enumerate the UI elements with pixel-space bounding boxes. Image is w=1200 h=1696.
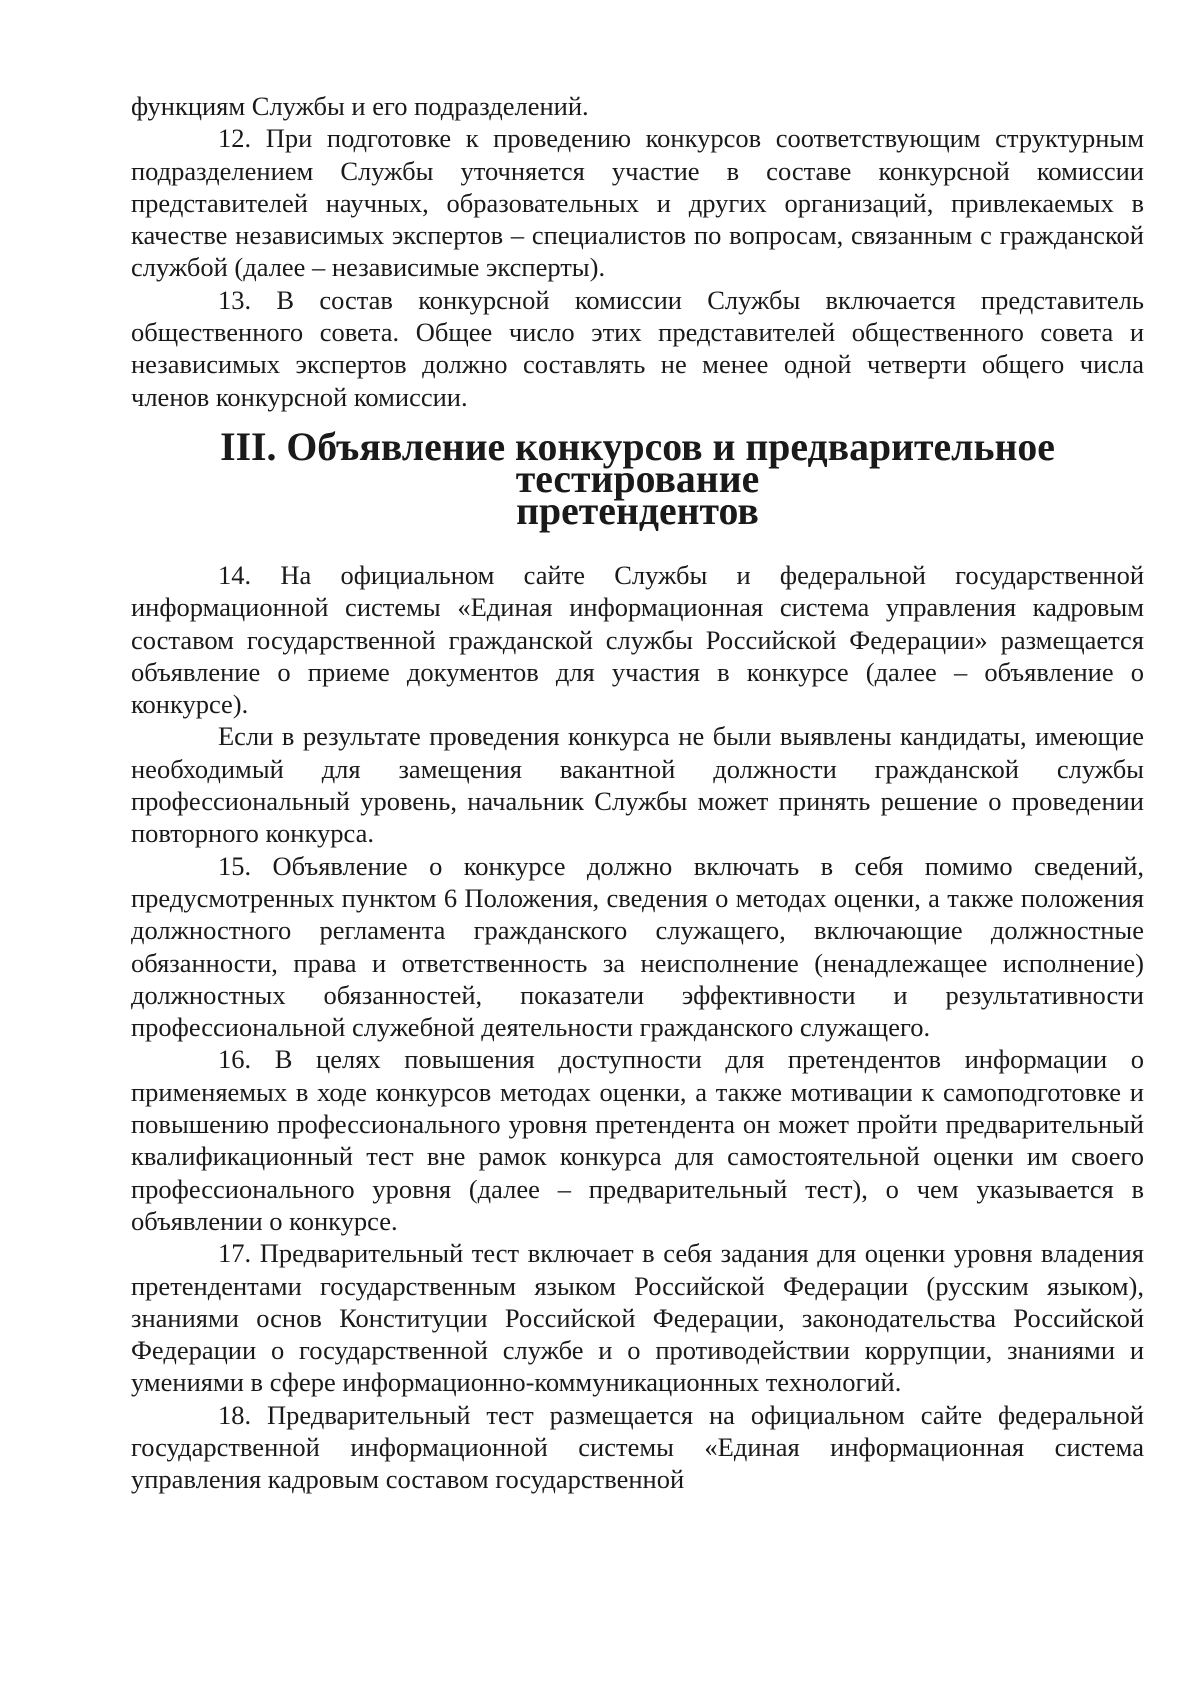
paragraph-14: 14. На официальном сайте Службы и федеральной государственной информационной системы «Единая информационная система управления кадровым составом государственной гражданской службы Российской Федерации» размещается объявление о приеме документов для участия в конкурсе (далее – объявление о конкурсе). (131, 559, 1144, 720)
paragraph-12: 12. При подготовке к проведению конкурсов соответствующим структурным подразделением Службы уточняется участие в составе конкурсной комиссии представителей научных, образовательных и других организаций, привлекаемых в качестве независимых экспертов – специалистов по вопросам, связанным с гражданской службой (далее – независимые эксперты). (131, 123, 1144, 283)
paragraph-17: 17. Предварительный тест включает в себя задания для оценки уровня владения претендентами государственным языком Российской Федерации (русским языком), знаниями основ Конституции Российской Федерации, законодательства Российской Федерации о государственной службе и о противодействии коррупции, знаниями и умениями в сфере информационно-коммуникационных технологий. (131, 1238, 1144, 1398)
paragraph-11-end: функциям Службы и его подразделений. (131, 91, 589, 121)
section-heading-line2: претендентов (516, 488, 759, 533)
section-heading (131, 424, 1144, 533)
paragraph-16: 16. В целях повышения доступности для претендентов информации о применяемых в ходе конкурсов методах оценки, а также мотивации к самоподготовке и повышению профессионального уровня претендента он может пройти предварительный квалификационный тест вне рамок конкурса для самостоятельной оценки им своего профессионального уровня (далее – предварительный тест), о чем указывается в объявлении о конкурсе. (131, 1044, 1144, 1236)
paragraph-13: 13. В состав конкурсной комиссии Службы включается представитель общественного совета. Общее число этих представителей общественного совета и независимых экспертов должно составлять не менее одной четверти общего числа членов конкурсной комиссии. (131, 284, 1144, 412)
paragraph-15: 15. Объявление о конкурсе должно включать в себя помимо сведений, предусмотренных пунктом 6 Положения, сведения о методах оценки, а также положения должностного регламента гражданского служащего, включающие должностные обязанности, права и ответственность за неисполнение (ненадлежащее исполнение) должностных обязанностей, показатели эффективности и результативности профессиональной служебной деятельности гражданского служащего. (131, 850, 1144, 1043)
paragraph-14-continued: Если в результате проведения конкурса не были выявлены кандидаты, имеющие необходимый для замещения вакантной должности гражданской службы профессиональный уровень, начальник Службы может принять решение о проведении повторного конкурса. (131, 721, 1144, 849)
document-page (131, 90, 1144, 1496)
section-heading-line1: III. Объявление конкурсов и предварительное тестирование (220, 424, 1055, 501)
paragraph-18: 18. Предварительный тест размещается на официальном сайте федеральной государственной информационной системы «Единая информационная система управления кадровым составом государственной (131, 1399, 1144, 1495)
